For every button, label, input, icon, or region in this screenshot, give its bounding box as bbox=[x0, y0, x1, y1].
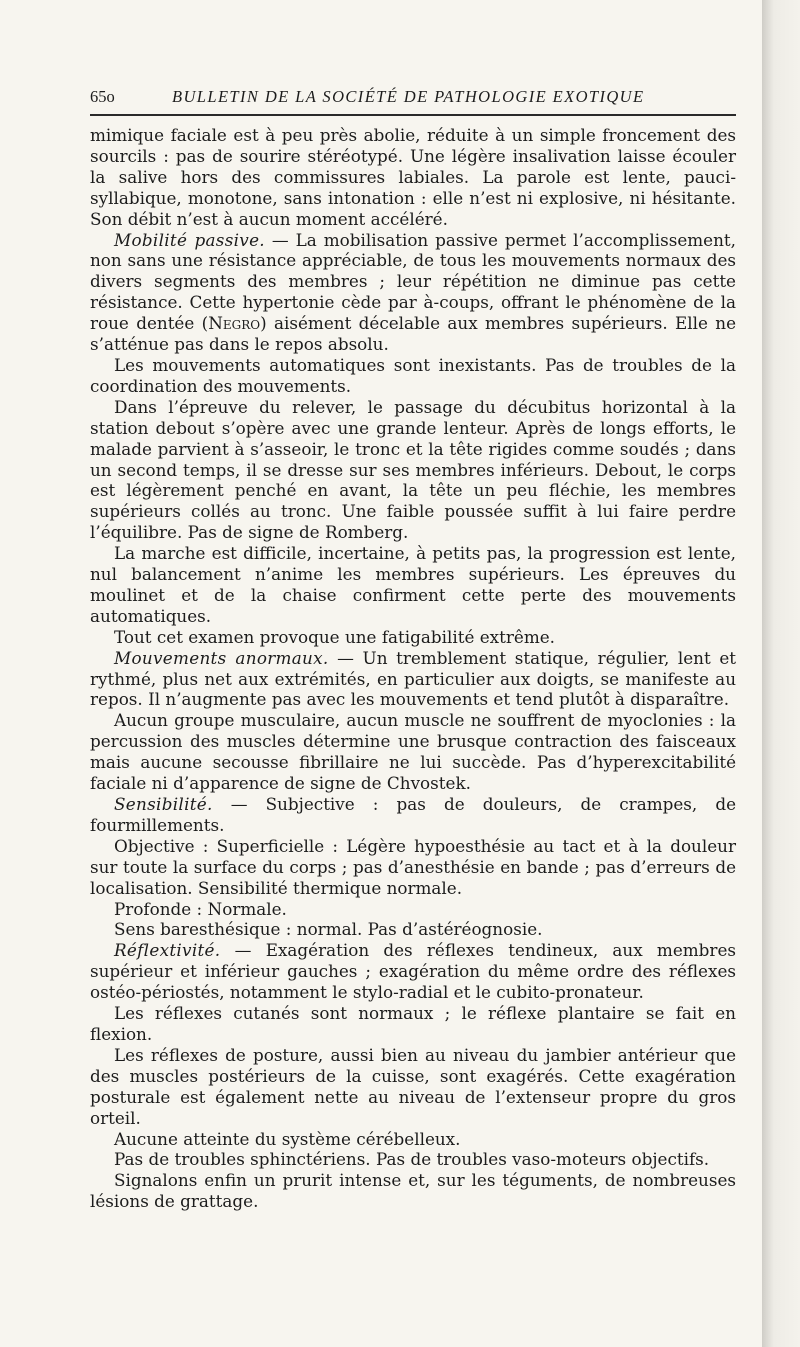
paragraph bbox=[90, 648, 736, 711]
paragraph bbox=[90, 230, 736, 355]
section-heading: Mobilité passive. bbox=[114, 229, 265, 250]
paragraph: Pas de troubles sphinctériens. Pas de troubles vaso-moteurs objectifs. bbox=[114, 1149, 710, 1170]
running-header bbox=[90, 87, 735, 109]
section-heading: Sensibilité. bbox=[114, 794, 213, 814]
paragraph: Les réflexes cutanés sont normaux ; le réflexe plantaire se fait en flexion. bbox=[90, 1003, 736, 1044]
section-heading: Mouvements anormaux. bbox=[114, 647, 329, 668]
paragraph: Aucune atteinte du système cérébelleux. bbox=[114, 1128, 461, 1149]
section-heading: Réflextivité. bbox=[114, 940, 221, 961]
paragraph: Aucun groupe musculaire, aucun muscle ne souffrent de myoclonies : la percussion des muscles détermine une brusque contraction des faisceaux mais aucune secousse fibrillaire ne lui succède. Pas d’hyperexcitabilité faciale ni d’apparence de signe de Chvostek. bbox=[90, 710, 736, 794]
paragraph: Objective : Superficielle : Légère hypoesthésie au tact et à la douleur sur toute la surface du corps ; pas d’anesthésie en bande ; pas d’erreurs de localisation. Sensibilité thermique normale. bbox=[90, 835, 736, 898]
journal-title: BULLETIN DE LA SOCIÉTÉ DE PATHOLOGIE EXOTIQUE bbox=[172, 87, 645, 106]
paragraph: Les réflexes de posture, aussi bien au niveau du jambier antérieur que des muscles postérieurs de la cuisse, sont exagérés. Cette exagération posturale est également nette au niveau de l’extenseur propre du gros orteil. bbox=[90, 1044, 736, 1128]
author-name: Negro bbox=[208, 313, 261, 334]
header-rule bbox=[90, 114, 736, 116]
paragraph: mimique faciale est à peu près abolie, réduite à un simple froncement des sourcils : pas de sourire stéréotypé. Une légère insalivation laisse écouler la salive hors des commissures labiales. La parole est lente, pauci-syllabique, monotone, sans intonation : elle n’est ni explosive, ni hésitante. Son débit n’est à aucun moment accéléré. bbox=[90, 125, 736, 229]
paragraph: La marche est difficile, incertaine, à petits pas, la progression est lente, nul balancement n’anime les membres supérieurs. Les épreuves du moulinet et de la chaise confirment cette perte des mouvements automatiques. bbox=[90, 543, 736, 626]
paragraph-text: — La mobilisation passive permet l’accomplissement, non sans une résistance appréciable, de tous les mouvements normaux des divers segments des membres ; leur répétition ne diminue pas cette résistance. Cette hypertonie cède par à-coups, offrant le phénomène de la roue dentée ( bbox=[90, 229, 736, 334]
paragraph: Dans l’épreuve du relever, le passage du décubitus horizontal à la station debout s’opère avec une grande lenteur. Après de longs efforts, le malade parvient à s’asseoir, le tronc et la tête rigides comme soudés ; dans un second temps, il se dresse sur ses membres inférieurs. Debout, le corps est légèrement penché en avant, la tête un peu fléchie, les membres supérieurs collés au tronc. Une faible poussée suffit à lui faire perdre l’équilibre. Pas de signe de Romberg. bbox=[90, 396, 736, 543]
paragraph: Signalons enfin un prurit intense et, sur les téguments, de nombreuses lésions de grattage. bbox=[90, 1170, 736, 1212]
body-text bbox=[90, 125, 736, 1212]
paragraph: Profonde : Normale. bbox=[114, 898, 287, 919]
paragraph: Les mouvements automatiques sont inexistants. Pas de troubles de la coordination des mouvements. bbox=[90, 354, 736, 396]
paragraph bbox=[90, 794, 736, 836]
paragraph-text: — Un tremblement statique, régulier, lent et rythmé, plus net aux extrémités, en particulier aux doigts, se manifeste au repos. Il n’augmente pas avec les mouvements et tend plutôt à disparaître. bbox=[90, 647, 737, 710]
page-number: 65o bbox=[90, 87, 115, 106]
paragraph-text: — Exagération des réflexes tendineux, aux membres supérieur et inférieur gauches ; exagération du même ordre des réflexes ostéo-périostés, notamment le stylo-radial et le cubito-pronateur. bbox=[90, 940, 736, 1003]
paragraph: Tout cet examen provoque une fatigabilité extrême. bbox=[114, 626, 556, 647]
paragraph-text: — Subjective : pas de douleurs, de crampes, de fourmillements. bbox=[90, 794, 736, 835]
paragraph: Sens baresthésique : normal. Pas d’astéréognosie. bbox=[114, 919, 543, 940]
page-edge-shadow bbox=[762, 0, 800, 1347]
paragraph-text: ) aisément décelable aux membres supérieurs. Elle ne s’atténue pas dans le repos absolu. bbox=[90, 313, 737, 355]
paragraph bbox=[90, 940, 736, 1003]
